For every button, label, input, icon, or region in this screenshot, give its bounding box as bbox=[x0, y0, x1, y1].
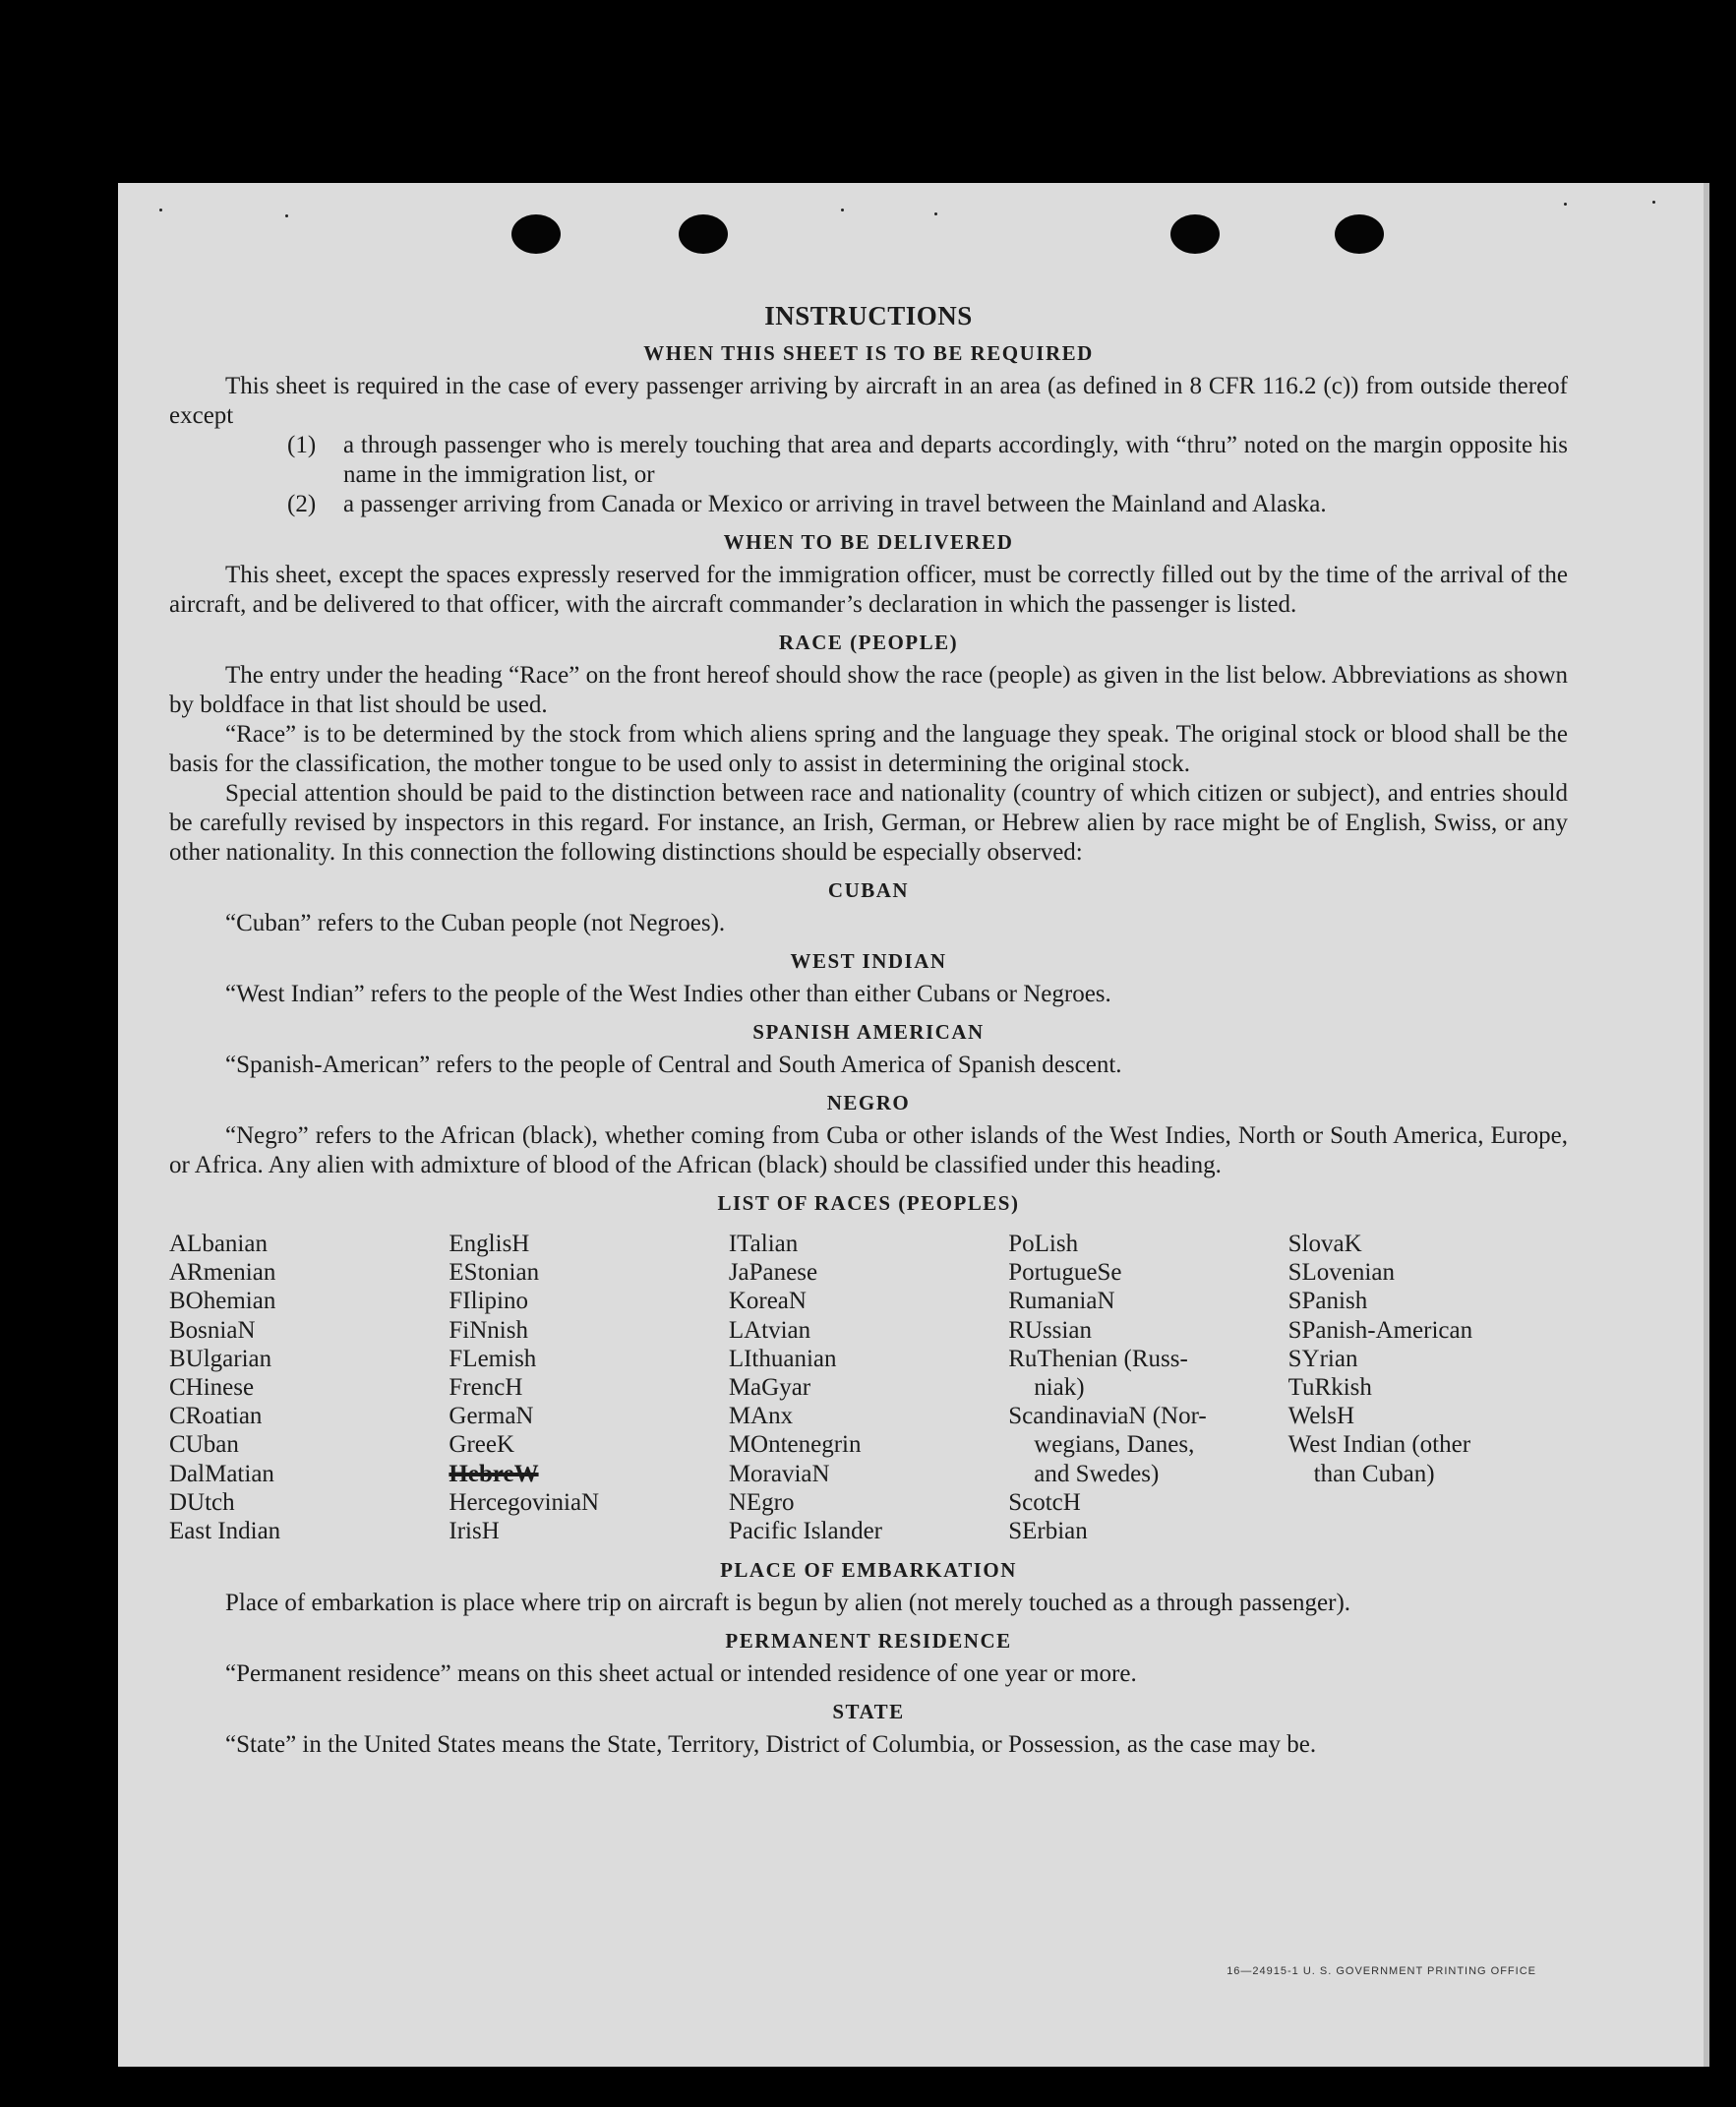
speck bbox=[1564, 203, 1567, 206]
speck bbox=[159, 209, 162, 211]
race-item: BUlgarian bbox=[169, 1345, 272, 1372]
permanent-residence-text: “Permanent residence” means on this sheet actual or intended residence of one year or more. bbox=[225, 1660, 1137, 1688]
race-item: TuRkish bbox=[1287, 1374, 1372, 1402]
exception-text: a through passenger who is merely touching that area and departs accordingly, with “thru” noted on the margin opposite his name in the immigration list, or bbox=[343, 432, 1568, 488]
state-text: “State” in the United States means the State, Territory, District of Columbia, or Possession, as the case may be. bbox=[225, 1731, 1317, 1759]
race-item: FLemish bbox=[449, 1345, 537, 1372]
races-column bbox=[1008, 1230, 1287, 1545]
punch-hole-3 bbox=[1170, 214, 1220, 254]
race-item: KoreaN bbox=[728, 1288, 807, 1315]
race-item: Pacific Islander bbox=[728, 1518, 882, 1545]
punch-hole-4 bbox=[1335, 214, 1384, 254]
race-item: FiNnish bbox=[449, 1316, 528, 1344]
race-item: SlovaK bbox=[1287, 1231, 1362, 1257]
document-sheet bbox=[118, 183, 1709, 2067]
races-list bbox=[169, 1230, 1568, 1545]
race-paragraph-2: “Race” is to be determined by the stock from which aliens spring and the language they speak. The original stock or blood shall be the basis for the classification, the mother tongue to be used only to assist in determining the original stock. bbox=[169, 721, 1568, 777]
race-item: ALbanian bbox=[169, 1231, 268, 1257]
heading-race: RACE (PEOPLE) bbox=[778, 631, 959, 654]
spanish-american-text: “Spanish-American” refers to the people of Central and South America of Spanish descent. bbox=[225, 1052, 1122, 1078]
race-paragraph-3: Special attention should be paid to the distinction between race and nationality (country of which citizen or subject), and entries should be carefully revised by inspectors in this regard. For instance, an Irish, German, or Hebrew alien by race might be of English, Swiss, or any other nationality. In this connection the following distinctions should be especially observed: bbox=[169, 780, 1568, 866]
speck bbox=[1652, 201, 1655, 204]
cuban-text: “Cuban” refers to the Cuban people (not Negroes). bbox=[225, 910, 726, 936]
exception-item bbox=[169, 490, 1568, 519]
race-item: ITalian bbox=[728, 1231, 799, 1257]
race-item: FrencH bbox=[449, 1374, 523, 1402]
race-item: SLovenian bbox=[1287, 1259, 1395, 1287]
race-item: RumaniaN bbox=[1008, 1288, 1115, 1315]
page-title: INSTRUCTIONS bbox=[764, 301, 973, 331]
race-item: GermaN bbox=[449, 1403, 534, 1430]
when-required-intro: This sheet is required in the case of every passenger arriving by aircraft in an area (as defined in 8 CFR 116.2 (c)) from outside thereof except bbox=[169, 373, 1568, 429]
races-column bbox=[169, 1230, 449, 1545]
heading-when-required: WHEN THIS SHEET IS TO BE REQUIRED bbox=[643, 341, 1094, 365]
race-item-struck-out: HebreW bbox=[449, 1460, 539, 1487]
race-item: BOhemian bbox=[169, 1288, 276, 1315]
race-item: RUssian bbox=[1008, 1316, 1092, 1344]
race-item: LAtvian bbox=[728, 1316, 811, 1344]
heading-cuban: CUBAN bbox=[827, 878, 910, 902]
race-item: EStonian bbox=[449, 1259, 540, 1287]
race-item: CRoatian bbox=[169, 1403, 263, 1430]
race-item-continued: than Cuban) bbox=[1313, 1460, 1435, 1487]
race-item: BosniaN bbox=[169, 1316, 256, 1344]
west-indian-text: “West Indian” refers to the people of the West Indies other than either Cubans or Negroes. bbox=[225, 981, 1111, 1007]
race-item: East Indian bbox=[169, 1518, 281, 1545]
race-item: PortugueSe bbox=[1008, 1259, 1122, 1287]
exception-text: a passenger arriving from Canada or Mexico or arriving in travel between the Mainland and Alaska. bbox=[343, 491, 1327, 517]
race-item: ScandinaviaN (Nor- bbox=[1008, 1403, 1207, 1430]
race-item: PoLish bbox=[1008, 1231, 1079, 1257]
race-item: LIthuanian bbox=[728, 1345, 837, 1372]
speck bbox=[285, 214, 288, 217]
race-item: CUban bbox=[169, 1431, 239, 1459]
speck bbox=[841, 209, 844, 211]
race-item: ScotcH bbox=[1008, 1488, 1081, 1516]
race-item: NEgro bbox=[728, 1488, 795, 1516]
race-item: FIlipino bbox=[449, 1288, 528, 1315]
race-item: DUtch bbox=[169, 1488, 235, 1516]
race-item: JaPanese bbox=[728, 1259, 818, 1287]
heading-permanent-residence: PERMANENT RESIDENCE bbox=[725, 1629, 1012, 1654]
race-item: WelsH bbox=[1287, 1403, 1355, 1430]
printing-office-footer: 16—24915-1 U. S. GOVERNMENT PRINTING OFFICE bbox=[1227, 1965, 1536, 1977]
race-item: EnglisH bbox=[449, 1231, 530, 1257]
race-item: SYrian bbox=[1287, 1345, 1358, 1372]
embarkation-text: Place of embarkation is place where trip on aircraft is begun by alien (not merely touched as a through passenger). bbox=[225, 1590, 1351, 1617]
race-item: MAnx bbox=[728, 1403, 794, 1430]
race-item: West Indian (other bbox=[1287, 1431, 1471, 1459]
race-item: DalMatian bbox=[169, 1460, 274, 1487]
race-item: RuThenian (Russ- bbox=[1008, 1345, 1188, 1372]
punch-hole-1 bbox=[511, 214, 561, 254]
heading-state: STATE bbox=[832, 1700, 905, 1724]
race-item: SErbian bbox=[1008, 1518, 1088, 1545]
exception-item bbox=[169, 431, 1568, 490]
when-delivered-text: This sheet, except the spaces expressly reserved for the immigration officer, must be correctly filled out by the time of the arrival of the aircraft, and be delivered to that officer, with the aircraft commander’s declaration in which the passenger is listed. bbox=[169, 562, 1568, 618]
heading-spanish-american: SPANISH AMERICAN bbox=[752, 1020, 985, 1044]
race-item: SPanish-American bbox=[1287, 1316, 1473, 1344]
races-column bbox=[449, 1230, 728, 1545]
punch-hole-2 bbox=[679, 214, 728, 254]
race-item: CHinese bbox=[169, 1374, 255, 1402]
negro-text: “Negro” refers to the African (black), whether coming from Cuba or other islands of the West Indies, North or South America, Europe, or Africa. Any alien with admixture of blood of the African (black) should be classified under this heading. bbox=[169, 1122, 1568, 1178]
exception-number: (2) bbox=[287, 491, 317, 517]
heading-embarkation: PLACE OF EMBARKATION bbox=[720, 1558, 1017, 1583]
race-item: GreeK bbox=[449, 1431, 515, 1459]
heading-when-delivered: WHEN TO BE DELIVERED bbox=[723, 530, 1014, 554]
heading-negro: NEGRO bbox=[826, 1091, 911, 1114]
race-item: MoraviaN bbox=[728, 1460, 830, 1487]
race-item: MaGyar bbox=[728, 1374, 811, 1402]
instructions-content bbox=[169, 301, 1568, 1760]
race-item-continued: wegians, Danes, bbox=[1034, 1431, 1195, 1459]
races-column bbox=[729, 1230, 1008, 1545]
race-item: HercegoviniaN bbox=[449, 1488, 600, 1516]
races-column bbox=[1288, 1230, 1568, 1545]
race-item-continued: niak) bbox=[1034, 1374, 1085, 1402]
heading-west-indian: WEST INDIAN bbox=[790, 949, 947, 973]
race-paragraph-1: The entry under the heading “Race” on the front hereof should show the race (people) as given in the list below. Abbreviations as shown by boldface in that list should be used. bbox=[169, 662, 1568, 718]
race-item: IrisH bbox=[449, 1518, 500, 1545]
race-item: MOntenegrin bbox=[728, 1431, 862, 1459]
speck bbox=[934, 212, 937, 215]
heading-list-of-races: LIST OF RACES (PEOPLES) bbox=[717, 1191, 1020, 1215]
race-item-continued: and Swedes) bbox=[1034, 1460, 1160, 1487]
race-item: ARmenian bbox=[169, 1259, 276, 1287]
exception-number: (1) bbox=[287, 432, 317, 458]
race-item: SPanish bbox=[1287, 1288, 1368, 1315]
